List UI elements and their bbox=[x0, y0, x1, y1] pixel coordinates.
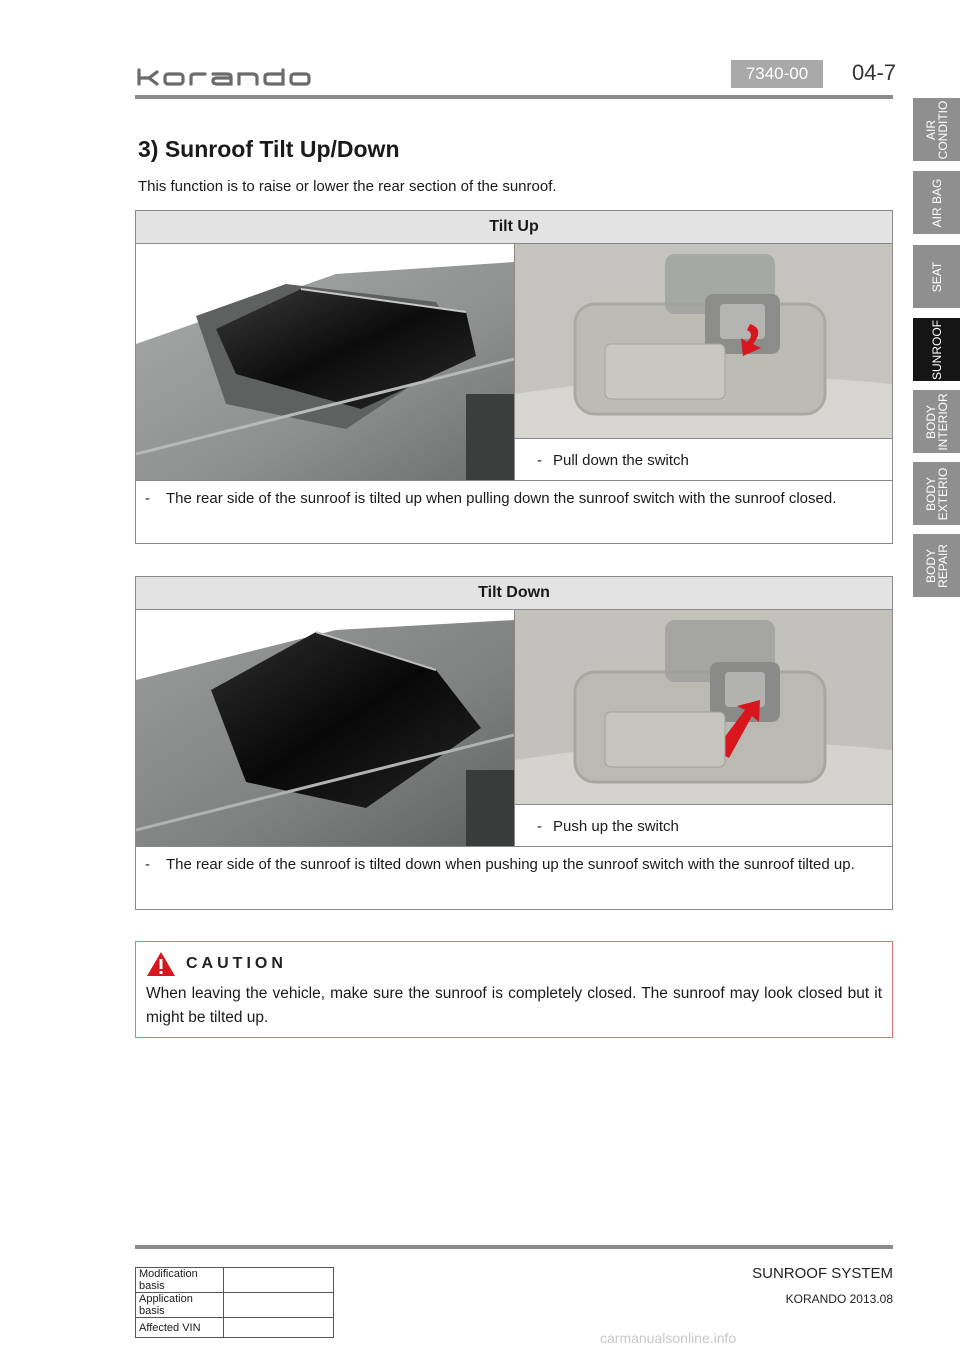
footer-model: KORANDO 2013.08 bbox=[785, 1292, 893, 1306]
section-code-badge: 7340-00 bbox=[731, 60, 823, 88]
intro-text: This function is to raise or lower the rear section of the sunroof. bbox=[138, 178, 557, 195]
footer-system-title: SUNROOF SYSTEM bbox=[752, 1265, 893, 1282]
desc-text: The rear side of the sunroof is tilted down when pushing up the sunroof switch with the sunroof tilted up. bbox=[166, 856, 855, 873]
table-row bbox=[136, 1293, 334, 1318]
photo-caption bbox=[515, 804, 892, 847]
side-tab-label: BODY REPAIR bbox=[923, 543, 950, 588]
desc-text: The rear side of the sunroof is tilted up when pulling down the sunroof switch with the sunroof closed. bbox=[166, 490, 837, 507]
sunroof-tilted-photo bbox=[136, 244, 514, 480]
side-tab-body-repair[interactable] bbox=[913, 534, 960, 597]
sunroof-closed-photo bbox=[136, 610, 514, 846]
footer-rule bbox=[135, 1245, 893, 1249]
caution-box bbox=[135, 941, 893, 1038]
table-value bbox=[224, 1318, 334, 1338]
desc-dash: - bbox=[145, 856, 150, 873]
desc-dash: - bbox=[145, 490, 150, 507]
table-label: Modification basis bbox=[136, 1268, 224, 1293]
watermark: carmanualsonline.info bbox=[600, 1330, 737, 1346]
side-tab-body-exterior[interactable] bbox=[913, 462, 960, 525]
caption-dash: - bbox=[537, 817, 542, 835]
table-label: Application basis bbox=[136, 1293, 224, 1318]
panel-heading: Tilt Down bbox=[136, 577, 892, 610]
table-row bbox=[136, 1268, 334, 1293]
tilt-up-panel bbox=[135, 210, 893, 544]
side-tab-air-bag[interactable] bbox=[913, 171, 960, 234]
side-tab-label: BODY INTERIOR bbox=[923, 392, 950, 451]
photo-row bbox=[136, 610, 892, 847]
page-number: 04-7 bbox=[852, 60, 897, 85]
panel-heading: Tilt Up bbox=[136, 211, 892, 244]
korando-logo bbox=[135, 66, 315, 88]
side-tab-label: SUNROOF bbox=[929, 319, 944, 380]
photo-row bbox=[136, 244, 892, 481]
section-title: 3) Sunroof Tilt Up/Down bbox=[138, 136, 400, 162]
side-tab-body-interior[interactable] bbox=[913, 390, 960, 453]
photo-caption bbox=[515, 438, 892, 481]
side-tab-label: BODY EXTERIO bbox=[923, 467, 950, 520]
header-rule bbox=[135, 95, 893, 99]
caption-dash: - bbox=[537, 451, 542, 469]
panel-description bbox=[136, 847, 892, 909]
table-value bbox=[224, 1268, 334, 1293]
panel-description bbox=[136, 481, 892, 543]
table-label: Affected VIN bbox=[136, 1318, 224, 1338]
side-tab-sunroof[interactable] bbox=[913, 318, 960, 381]
caution-label: CAUTION bbox=[186, 955, 287, 972]
side-tab-seat[interactable] bbox=[913, 245, 960, 308]
side-tab-air-conditioning[interactable] bbox=[913, 98, 960, 161]
caption-text: Push up the switch bbox=[553, 817, 679, 835]
caption-text: Pull down the switch bbox=[553, 451, 689, 469]
side-tab-label: AIR CONDITIO bbox=[923, 100, 950, 159]
switch-push-up-photo bbox=[515, 610, 892, 804]
side-tab-label: AIR BAG bbox=[929, 178, 944, 227]
tilt-down-panel bbox=[135, 576, 893, 910]
table-value bbox=[224, 1293, 334, 1318]
side-tab-label: SEAT bbox=[929, 261, 944, 292]
caution-text: When leaving the vehicle, make sure the sunroof is completely closed. The sunroof may look closed but it might be tilted up. bbox=[146, 985, 882, 1026]
revision-table bbox=[135, 1267, 334, 1338]
switch-pull-down-photo bbox=[515, 244, 892, 438]
table-row bbox=[136, 1318, 334, 1338]
warning-triangle-icon bbox=[146, 951, 176, 977]
